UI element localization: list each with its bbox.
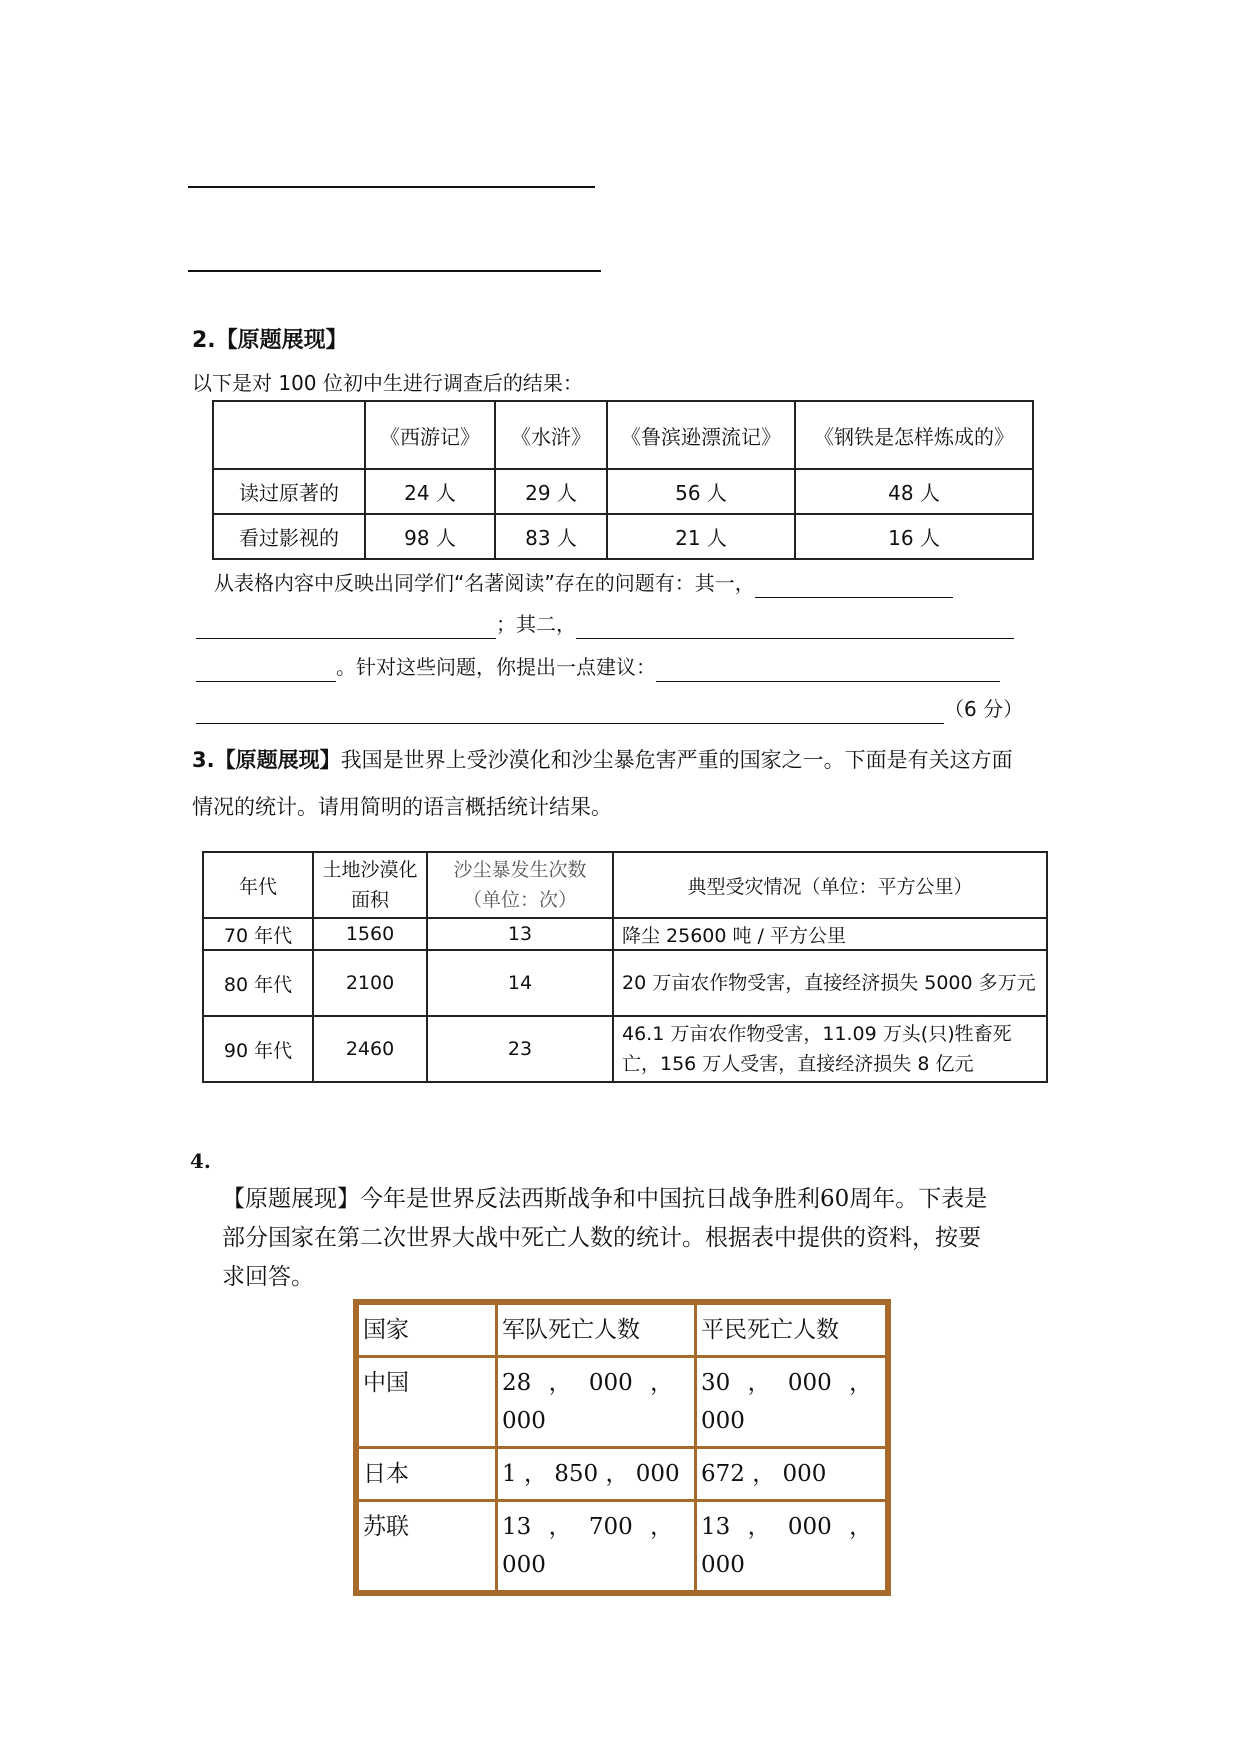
q4-text-3: 求回答。 [222, 1264, 314, 1290]
q3-paragraph-line-2: 情况的统计。请用简明的语言概括统计结果。 [192, 795, 612, 819]
table-cell: 《水浒》 [495, 401, 607, 469]
table-cell: 29 人 [495, 469, 607, 514]
table-cell: 《钢铁是怎样炼成的》 [795, 401, 1033, 469]
table-row [213, 401, 1033, 469]
table-cell: 2100 [313, 950, 427, 1016]
q2-line1-text: 从表格内容中反映出同学们“名著阅读”存在的问题有：其一， [214, 571, 755, 595]
answer-blank [196, 616, 496, 639]
table-cell: 56 人 [607, 469, 795, 514]
table-cell: 13 [427, 918, 613, 950]
table-cell: 14 [427, 950, 613, 1016]
table-row [203, 950, 1047, 1016]
answer-blank [196, 659, 336, 682]
table-cell: 13 ， 700 ，000 [497, 1501, 696, 1592]
table-cell: 国家 [358, 1304, 497, 1357]
table-cell: 20 万亩农作物受害，直接经济损失 5000 多万元 [613, 950, 1047, 1016]
table-cell: 48 人 [795, 469, 1033, 514]
table-cell: 降尘 25600 吨 / 平方公里 [613, 918, 1047, 950]
table-cell: 军队死亡人数 [497, 1304, 696, 1357]
table-cell: 30 ， 000 ，000 [696, 1357, 887, 1448]
table-row [358, 1304, 887, 1357]
answer-blank [755, 575, 953, 598]
table-cell: 苏联 [358, 1501, 497, 1592]
table-cell [213, 401, 365, 469]
q2-question-line-1 [214, 568, 953, 598]
table-row [203, 1016, 1047, 1082]
q4-text-2: 部分国家在第二次世界大战中死亡人数的统计。根据表中提供的资料，按要 [222, 1225, 981, 1251]
table-row [203, 852, 1047, 918]
table-cell: 21 人 [607, 514, 795, 559]
answer-blank [576, 616, 1014, 639]
answer-blank [656, 659, 1000, 682]
table-cell: 读过原著的 [213, 469, 365, 514]
q3-paragraph-line-1 [192, 745, 1013, 775]
q2-question-line-4 [196, 694, 1023, 724]
q2-line3-text: 。针对这些问题，你提出一点建议： [336, 655, 656, 679]
table-cell: 80 年代 [203, 950, 313, 1016]
answer-line-1 [188, 186, 595, 188]
q2-score: （6 分） [944, 697, 1024, 721]
q4-text-1: 【原题展现】今年是世界反法西斯战争和中国抗日战争胜利60周年。下表是 [222, 1186, 988, 1212]
table-row [358, 1448, 887, 1501]
table-cell: 中国 [358, 1357, 497, 1448]
table-cell: 70 年代 [203, 918, 313, 950]
table-cell: 28 ， 000 ，000 [497, 1357, 696, 1448]
table-cell: 平民死亡人数 [696, 1304, 887, 1357]
table-row [203, 918, 1047, 950]
table-row [213, 514, 1033, 559]
table-cell: 2460 [313, 1016, 427, 1082]
table-row [358, 1357, 887, 1448]
table-cell: 24 人 [365, 469, 495, 514]
answer-line-2 [188, 270, 601, 272]
table-row [358, 1501, 887, 1592]
table-cell: 《西游记》 [365, 401, 495, 469]
q4-paragraph [222, 1180, 987, 1297]
q2-survey-table [212, 400, 1034, 560]
table-row [213, 469, 1033, 514]
table-cell: 98 人 [365, 514, 495, 559]
table-cell: 沙尘暴发生次数（单位：次） [427, 852, 613, 918]
q3-desertification-table [202, 851, 1048, 1083]
table-cell: 土地沙漠化面积 [313, 852, 427, 918]
q3-heading: 3.【原题展现】 [192, 748, 341, 772]
q2-question-line-3 [196, 652, 1000, 682]
table-cell: 83 人 [495, 514, 607, 559]
q2-question-line-2 [196, 609, 1014, 639]
q2-intro: 以下是对 100 位初中生进行调查后的结果： [192, 371, 583, 395]
q4-ww2-deaths-table [356, 1302, 888, 1593]
table-cell: 年代 [203, 852, 313, 918]
table-cell: 46.1 万亩农作物受害，11.09 万头(只)牲畜死亡，156 万人受害，直接经济损失 8 亿元 [613, 1016, 1047, 1082]
table-cell: 90 年代 [203, 1016, 313, 1082]
table-cell: 16 人 [795, 514, 1033, 559]
q2-heading: 2.【原题展现】 [192, 328, 348, 353]
table-cell: 1 ， 850 ， 000 [497, 1448, 696, 1501]
q3-text-1: 我国是世界上受沙漠化和沙尘暴危害严重的国家之一。下面是有关这方面 [340, 748, 1013, 772]
table-cell: 典型受灾情况（单位：平方公里） [613, 852, 1047, 918]
table-cell: 日本 [358, 1448, 497, 1501]
q2-line2-text: ；其二， [496, 612, 576, 636]
table-cell: 《鲁滨逊漂流记》 [607, 401, 795, 469]
table-cell: 13 ， 000 ，000 [696, 1501, 887, 1592]
table-cell: 1560 [313, 918, 427, 950]
table-cell: 672 ， 000 [696, 1448, 887, 1501]
table-cell: 看过影视的 [213, 514, 365, 559]
answer-blank [196, 701, 944, 724]
table-cell: 23 [427, 1016, 613, 1082]
q4-number: 4. [190, 1149, 211, 1173]
